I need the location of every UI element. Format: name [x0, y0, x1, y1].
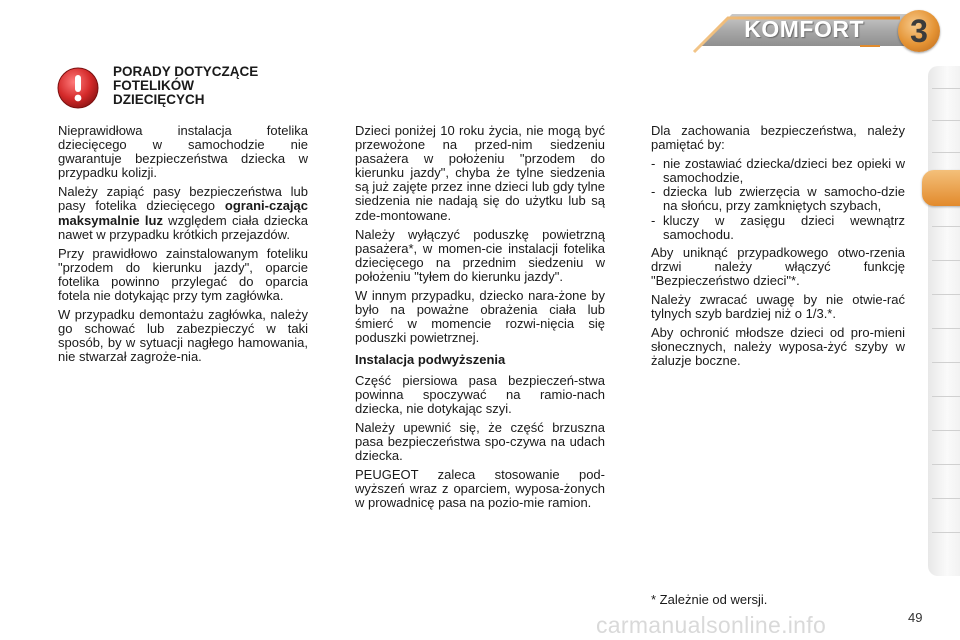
tab-divider: [932, 396, 960, 397]
paragraph: Dla zachowania bezpieczeństwa, należy pamiętać by:: [651, 123, 905, 153]
text-column-2: [355, 124, 605, 515]
text-column-1: [58, 124, 308, 370]
list-item: - nie zostawiać dziecka/dzieci bez opieki w samochodzie,: [651, 157, 905, 185]
section-title-line: PORADY DOTYCZĄCE: [113, 64, 259, 79]
active-chapter-tab[interactable]: [922, 170, 960, 206]
paragraph: Aby ochronić młodsze dzieci od pro-mieni słonecznych, należy wyposa-żyć szyby w żaluzje boczne.: [651, 325, 905, 369]
section-title: [113, 65, 258, 107]
paragraph-text: Należy zapiąć pasy bezpieczeństwa lub pasy fotelika dziecięcego: [58, 184, 308, 214]
tab-divider: [932, 88, 960, 89]
warning-exclamation-icon: [56, 66, 100, 110]
tab-divider: [932, 532, 960, 533]
tab-divider: [932, 362, 960, 363]
tab-divider: [932, 120, 960, 121]
safety-list: [651, 157, 905, 242]
list-item: - kluczy w zasięgu dzieci wewnątrz samochodu.: [651, 214, 905, 242]
paragraph: Należy upewnić się, że część brzuszna pasa bezpieczeństwa spo-czywa na udach dziecka.: [355, 419, 605, 463]
paragraph: Należy wyłączyć poduszkę powietrzną pasażera*, w momen-cie instalacji fotelika dziecięcego na przednim siedzeniu w położeniu "tyłem do kierunku jazdy".: [355, 226, 605, 284]
chapter-tab-rail: [928, 66, 960, 576]
tab-divider: [932, 294, 960, 295]
paragraph: Dzieci poniżej 10 roku życia, nie mogą być przewożone na przed-nim siedzeniu pasażera w położeniu "przodem do kierunku jazdy", chyba że tylne siedzenia są już zajęte przez inne dzieci lub gdy tylne siedzenia nie nadają się do użytku lub są zde-montowane.: [355, 123, 605, 223]
section-title-line: FOTELIKÓW: [113, 78, 194, 93]
paragraph: [58, 185, 308, 241]
paragraph: Należy zwracać uwagę by nie otwie-rać tylnych szyb bardziej niż o 1/3.*.: [651, 292, 905, 322]
chapter-number-badge: 3: [898, 10, 940, 52]
paragraph: Część piersiowa pasa bezpieczeń-stwa powinna spoczywać na ramio-nach dziecka, nie dotykając szyi.: [355, 372, 605, 416]
paragraph: Aby uniknąć przypadkowego otwo-rzenia drzwi należy włączyć funkcję "Bezpieczeństwo dzieci"*.: [651, 244, 905, 288]
text-column-3: [651, 124, 905, 374]
emphasis-text: ograni-czając maksymalnie luz: [58, 198, 308, 228]
subheading: Instalacja podwyższenia: [355, 352, 506, 368]
section-title-line: DZIECIĘCYCH: [113, 92, 205, 107]
tab-rail-background: [928, 66, 960, 576]
tab-divider: [932, 260, 960, 261]
tab-divider: [932, 226, 960, 227]
paragraph: PEUGEOT zaleca stosowanie pod-wyższeń wraz z oparciem, wyposa-żonych w prowadnicę pasa na pozio-mie ramion.: [355, 467, 605, 511]
paragraph: Przy prawidłowo zainstalowanym foteliku "przodem do kierunku jazdy", oparcie fotelika powinno przylegać do oparcia fotela nie dotykając przy tym zagłówka.: [58, 245, 308, 304]
list-item: - dziecka lub zwierzęcia w samocho-dzie na słońcu, przy zamkniętych szybach,: [651, 185, 905, 213]
paragraph: W przypadku demontażu zagłówka, należy go schować lub zabezpieczyć w taki sposób, by w sytuacji nagłego hamowania, nie stwarzał zagroże-nia.: [58, 307, 308, 365]
tab-divider: [932, 498, 960, 499]
watermark: carmanualsonline.info: [596, 612, 827, 638]
paragraph: W innym przypadku, dziecko nara-żone by było na poważne obrażenia ciała lub śmierć w momencie rozwi-nięcia się poduszki powietrznej.: [355, 288, 605, 346]
tab-divider: [932, 152, 960, 153]
tab-divider: [932, 430, 960, 431]
tab-divider: [932, 464, 960, 465]
footnote: * Zależnie od wersji.: [651, 592, 768, 607]
chapter-title: KOMFORT: [744, 16, 864, 42]
tab-divider: [932, 328, 960, 329]
paragraph-text: względem ciała dziecka nawet w przypadku krótkich przejazdów.: [58, 212, 308, 242]
paragraph: Nieprawidłowa instalacja fotelika dziecięcego w samochodzie nie gwarantuje bezpieczeństwa dziecka w przypadku kolizji.: [58, 123, 308, 181]
page-number: 49: [908, 610, 923, 625]
